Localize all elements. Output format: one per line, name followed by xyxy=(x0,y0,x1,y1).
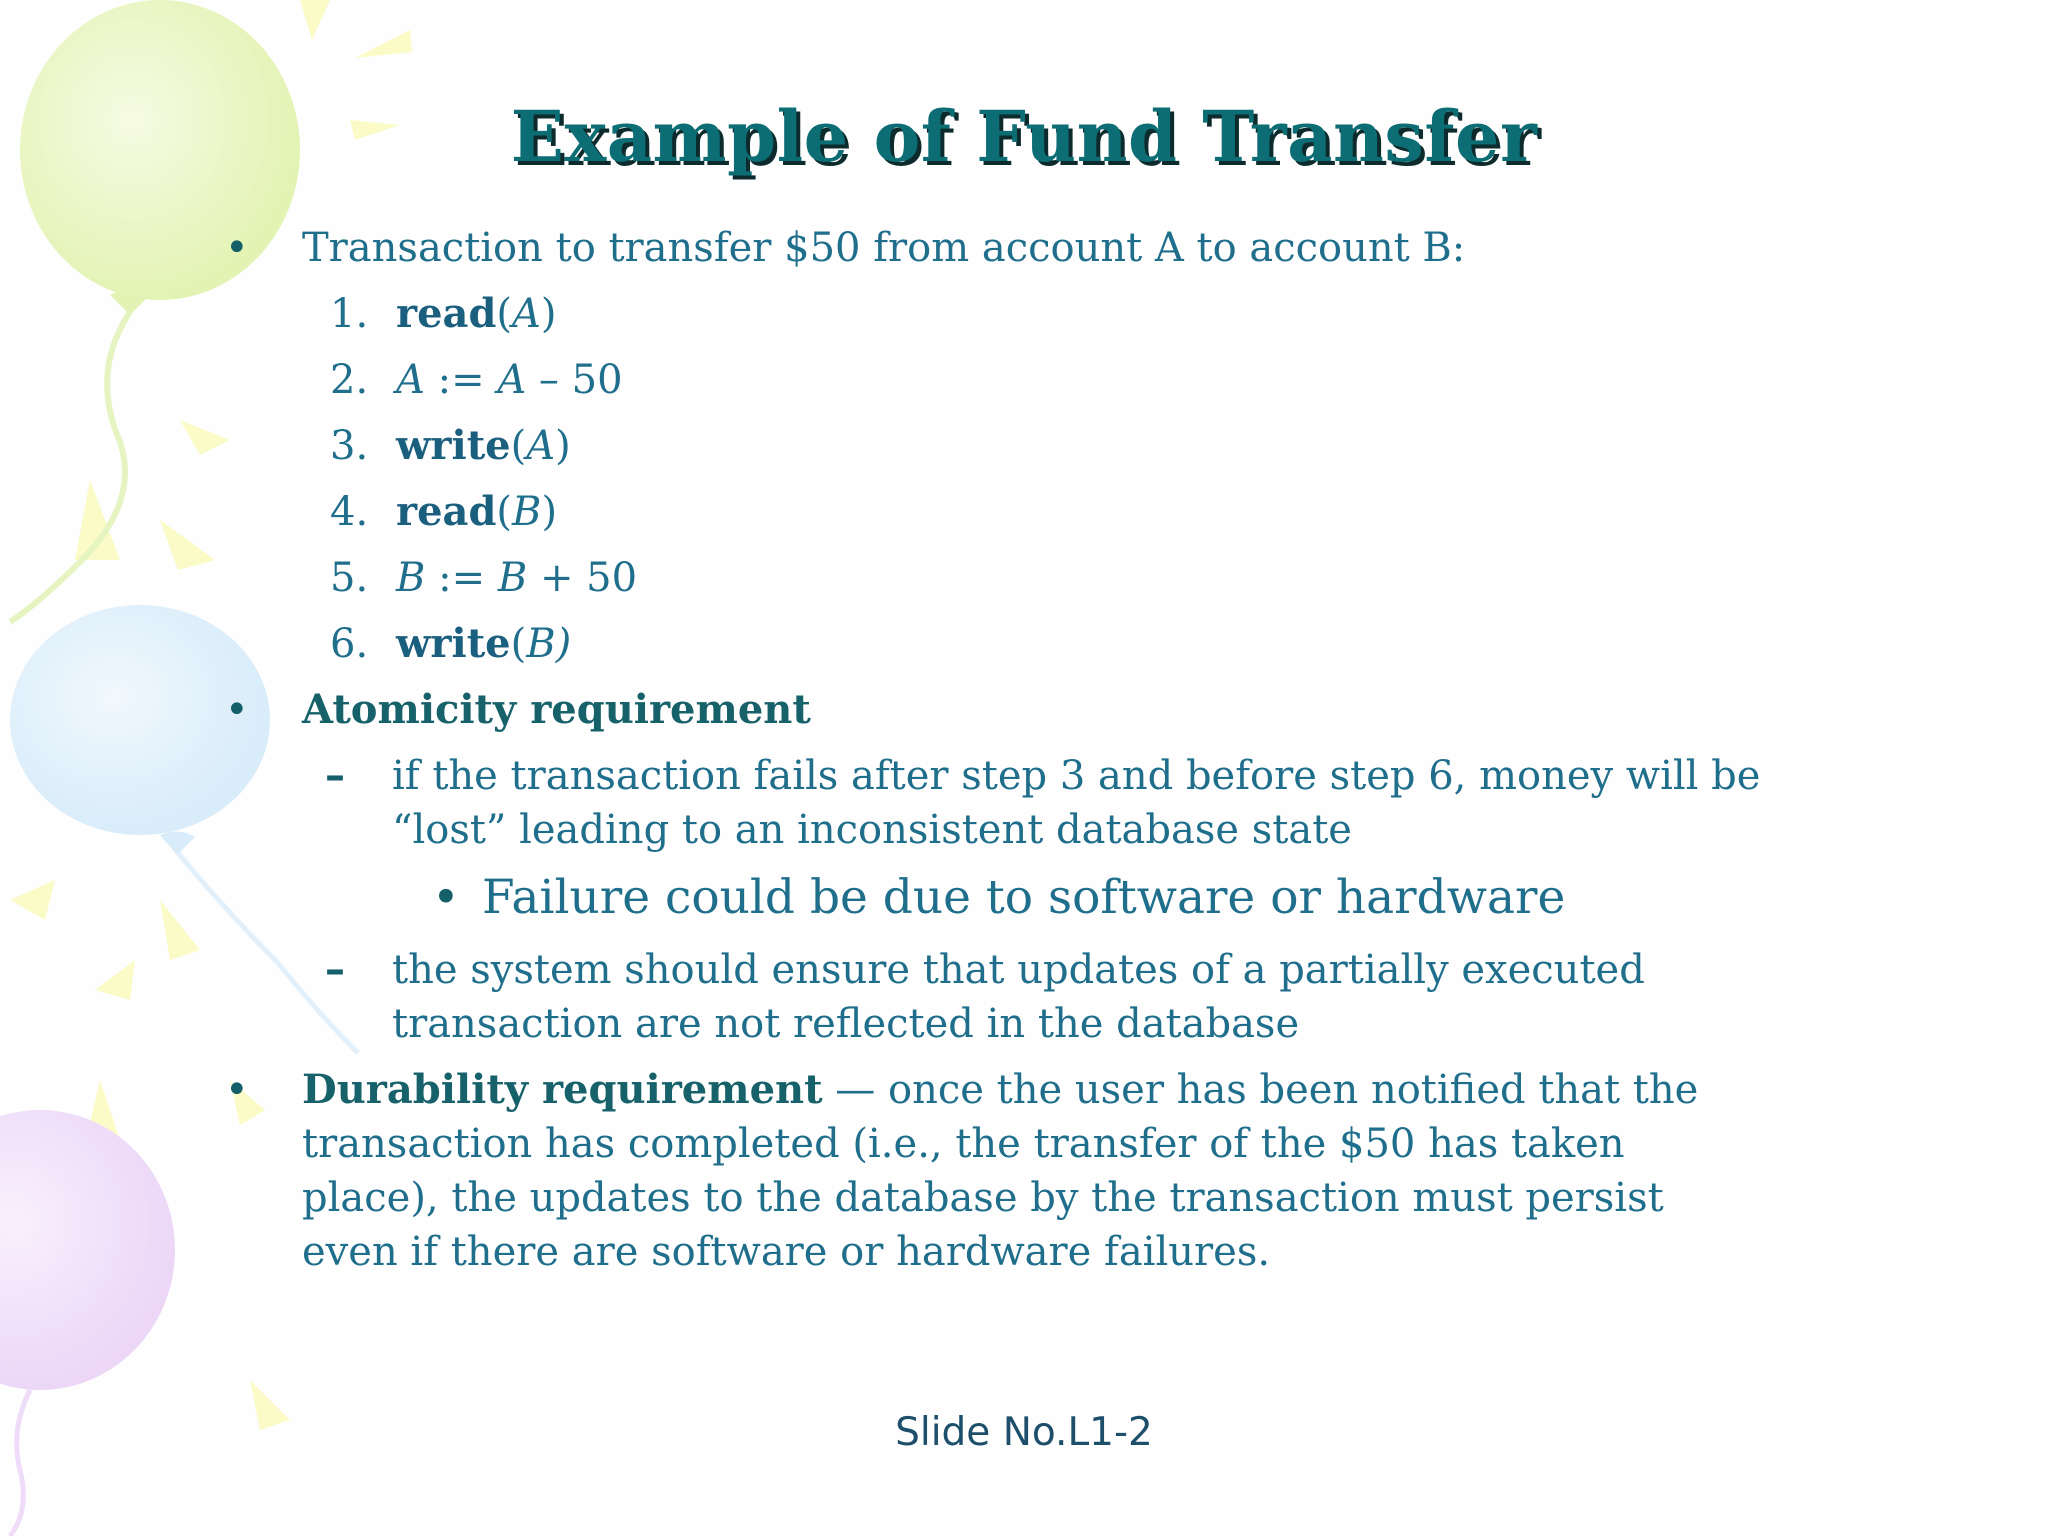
step-assign: := xyxy=(424,357,498,403)
step-number: 4. xyxy=(330,489,369,535)
step-assign: := xyxy=(425,555,498,601)
step-1 xyxy=(330,290,557,338)
failure-note: Failure could be due to software or hardware xyxy=(482,870,1566,925)
step-number: 2. xyxy=(330,357,369,403)
durability-line1 xyxy=(302,1066,1698,1114)
step-6 xyxy=(330,620,571,668)
step-paren: ) xyxy=(540,291,557,337)
step-op: write xyxy=(396,620,511,667)
atomicity-sub2-line2: transaction are not reflected in the database xyxy=(392,1001,1300,1047)
durability-heading: Durability requirement xyxy=(302,1066,823,1113)
step-arg: A xyxy=(526,423,556,469)
step-arg: B) xyxy=(526,621,572,667)
slide-number: Slide No.L1-2 xyxy=(895,1410,1153,1455)
step-number: 5. xyxy=(330,555,369,601)
step-op: write xyxy=(396,422,511,469)
step-arg: B xyxy=(512,489,542,535)
step-number: 1. xyxy=(330,291,369,337)
step-paren: ( xyxy=(510,423,527,469)
dash-icon: – xyxy=(325,947,345,993)
step-rhs: B xyxy=(497,555,528,601)
durability-line4: even if there are software or hardware failures. xyxy=(302,1229,1271,1275)
step-paren: ) xyxy=(555,423,571,469)
bullet-icon: • xyxy=(225,225,249,271)
step-paren: ( xyxy=(496,489,513,535)
step-paren: ( xyxy=(496,291,513,337)
step-op: read xyxy=(396,290,497,337)
step-lhs: B xyxy=(396,555,426,601)
durability-line2: transaction has completed (i.e., the transfer of the $50 has taken xyxy=(302,1121,1625,1167)
step-lhs: A xyxy=(396,357,425,403)
durability-line3: place), the updates to the database by the transaction must persist xyxy=(302,1175,1664,1221)
step-5 xyxy=(330,554,637,602)
dash-icon: – xyxy=(325,753,345,799)
step-4 xyxy=(330,488,557,536)
step-rhs: A xyxy=(497,357,527,403)
step-number: 3. xyxy=(330,423,369,469)
atomicity-heading: Atomicity requirement xyxy=(302,686,811,733)
step-paren: ( xyxy=(510,621,527,667)
atomicity-sub1-line1: if the transaction fails after step 3 and before step 6, money will be xyxy=(392,753,1761,799)
atomicity-sub1-line2: “lost” leading to an inconsistent database state xyxy=(392,807,1352,853)
step-op: read xyxy=(396,488,497,535)
step-arg: A xyxy=(512,291,541,337)
step-3 xyxy=(330,422,571,470)
durability-line1-rest: — once the user has been notified that the xyxy=(822,1067,1699,1113)
step-2 xyxy=(330,356,623,404)
slide-title: Example of Fund Transfer xyxy=(510,95,1538,178)
step-rest: – 50 xyxy=(526,357,623,403)
step-rest: + 50 xyxy=(527,555,638,601)
transaction-description: Transaction to transfer $50 from account A to account B: xyxy=(302,225,1466,271)
bullet-icon: • xyxy=(225,1067,249,1113)
step-paren: ) xyxy=(541,489,558,535)
atomicity-sub2-line1: the system should ensure that updates of a partially executed xyxy=(392,947,1645,993)
step-number: 6. xyxy=(330,621,369,667)
bullet-icon: • xyxy=(432,870,460,925)
bullet-icon: • xyxy=(225,687,249,733)
